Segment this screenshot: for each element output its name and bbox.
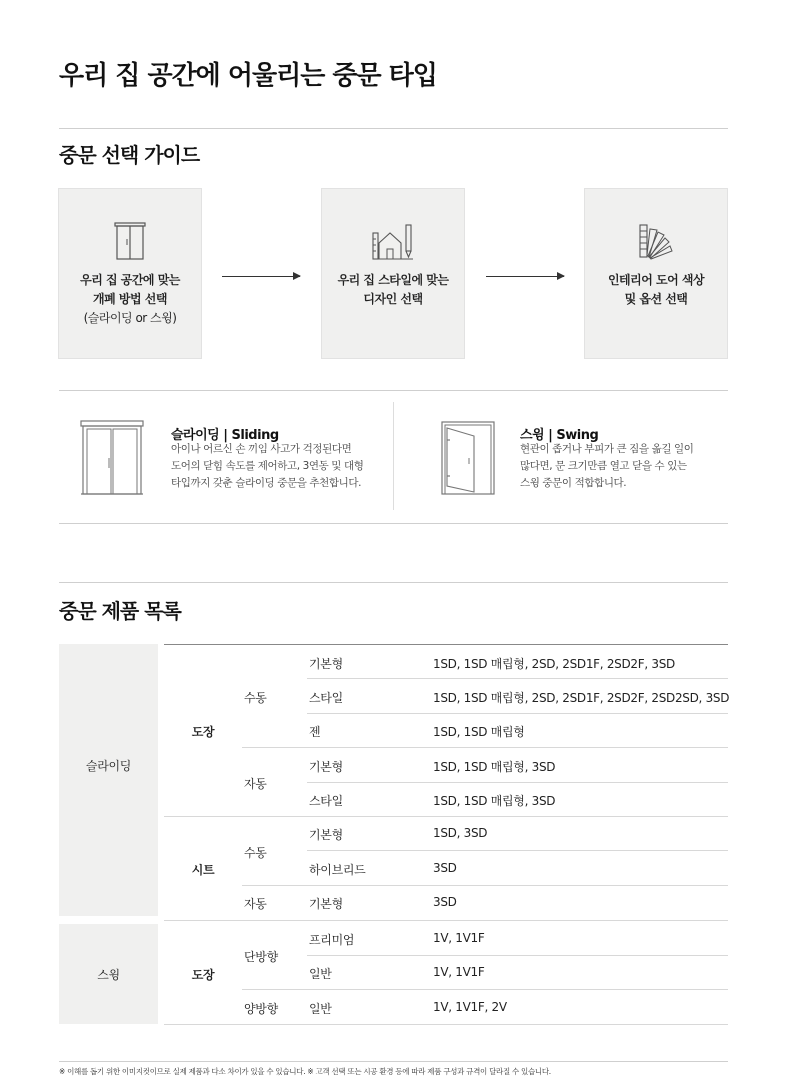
step-1-line2: 개폐 방법 선택	[93, 292, 167, 306]
option-cell: 젠	[309, 725, 321, 739]
step-1-line1: 우리 집 공간에 맞는	[80, 273, 180, 287]
step-3-line1: 인테리어 도어 색상	[607, 273, 705, 287]
models-cell: 1V, 1V1F	[433, 965, 485, 979]
models-cell: 1SD, 1SD 매립형, 2SD, 2SD1F, 2SD2F, 3SD	[433, 657, 675, 671]
step-2-line2: 디자인 선택	[363, 292, 423, 306]
footnote: ※ 이해를 돕기 위한 이미지컷이므로 실제 제품과 다소 차이가 있을 수 있습니다. ※ 고객 선택 또는 시공 환경 등에 따라 제품 구성과 규격이 달라질 수 있습니다.	[59, 1067, 551, 1076]
guide-step-1	[58, 188, 202, 359]
swing-desc-line2: 많다면, 문 크기만큼 열고 닫을 수 있는	[520, 460, 687, 472]
swing-door-icon	[440, 420, 496, 496]
guide-step-2	[321, 188, 465, 359]
operation-manual: 수동	[244, 691, 267, 705]
option-cell: 프리미엄	[309, 933, 355, 947]
swing-desc-line1: 현관이 좁거나 부피가 큰 짐을 옮길 일이	[520, 443, 694, 455]
table-line	[164, 1024, 728, 1025]
finish-painting: 도장	[191, 725, 215, 739]
products-heading: 중문 제품 목록	[59, 599, 181, 623]
table-line	[164, 644, 728, 645]
sliding-description	[171, 441, 363, 492]
step-3-line2: 및 옵션 선택	[624, 292, 688, 306]
finish-painting-swing: 도장	[191, 968, 215, 982]
guide-step-3	[584, 188, 728, 359]
models-cell: 3SD	[433, 895, 457, 909]
swing-desc-line3: 스윙 중문이 적합합니다.	[520, 477, 627, 489]
vertical-divider	[393, 402, 394, 510]
door-icon	[113, 221, 147, 261]
divider	[59, 582, 728, 583]
operation-auto: 자동	[244, 897, 267, 911]
table-line	[164, 920, 728, 921]
sliding-desc-line2: 도어의 닫힘 속도를 제어하고, 3연동 및 대형	[171, 460, 364, 472]
color-swatch-icon	[636, 221, 676, 261]
option-cell: 스타일	[309, 794, 343, 808]
divider	[59, 1061, 728, 1062]
table-line	[242, 747, 728, 748]
table-line	[307, 782, 728, 783]
models-cell: 1SD, 1SD 매립형, 3SD	[433, 794, 556, 808]
models-cell: 1SD, 3SD	[433, 826, 488, 840]
option-cell: 기본형	[309, 828, 343, 842]
direction-double: 양방향	[244, 1002, 278, 1016]
sliding-title: 슬라이딩 | Sliding	[171, 428, 279, 443]
swing-description	[520, 441, 694, 492]
finish-sheet: 시트	[191, 863, 215, 877]
step-2-line1: 우리 집 스타일에 맞는	[337, 273, 449, 287]
direction-single: 단방향	[244, 950, 278, 964]
table-line	[242, 885, 728, 886]
swing-title: 스윙 | Swing	[520, 428, 599, 443]
step-1-line3: (슬라이딩 or 스윙)	[83, 311, 177, 325]
option-cell: 하이브리드	[309, 863, 366, 877]
category-sliding: 슬라이딩	[85, 759, 132, 773]
option-cell: 기본형	[309, 897, 343, 911]
option-cell: 일반	[309, 967, 332, 981]
divider	[59, 390, 728, 391]
table-line	[164, 816, 728, 817]
divider	[59, 523, 728, 524]
guide-heading: 중문 선택 가이드	[59, 143, 200, 167]
category-swing: 스윙	[97, 968, 120, 982]
option-cell: 기본형	[309, 657, 343, 671]
arrow-icon	[222, 276, 300, 277]
option-cell: 일반	[309, 1002, 332, 1016]
models-cell: 1V, 1V1F, 2V	[433, 1000, 507, 1014]
models-cell: 1SD, 1SD 매립형, 2SD, 2SD1F, 2SD2F, 2SD2SD, 3SD	[433, 691, 730, 705]
sliding-desc-line1: 아이나 어르신 손 끼임 사고가 걱정된다면	[171, 443, 352, 455]
table-line	[307, 678, 728, 679]
option-cell: 스타일	[309, 691, 343, 705]
sliding-door-icon	[80, 420, 144, 496]
page-title: 우리 집 공간에 어울리는 중문 타입	[59, 61, 437, 91]
sliding-category-cell	[59, 644, 158, 916]
models-cell: 1SD, 1SD 매립형, 3SD	[433, 760, 556, 774]
arrow-icon	[486, 276, 564, 277]
table-line	[242, 989, 728, 990]
sliding-desc-line3: 타입까지 갖춘 슬라이딩 중문을 추천합니다.	[171, 477, 362, 489]
models-cell: 1SD, 1SD 매립형	[433, 725, 525, 739]
house-design-icon	[371, 221, 415, 261]
models-cell: 3SD	[433, 861, 457, 875]
operation-manual: 수동	[244, 846, 267, 860]
table-line	[307, 713, 728, 714]
table-line	[307, 850, 728, 851]
option-cell: 기본형	[309, 760, 343, 774]
table-line	[307, 955, 728, 956]
divider	[59, 128, 728, 129]
operation-auto: 자동	[244, 777, 267, 791]
models-cell: 1V, 1V1F	[433, 931, 485, 945]
